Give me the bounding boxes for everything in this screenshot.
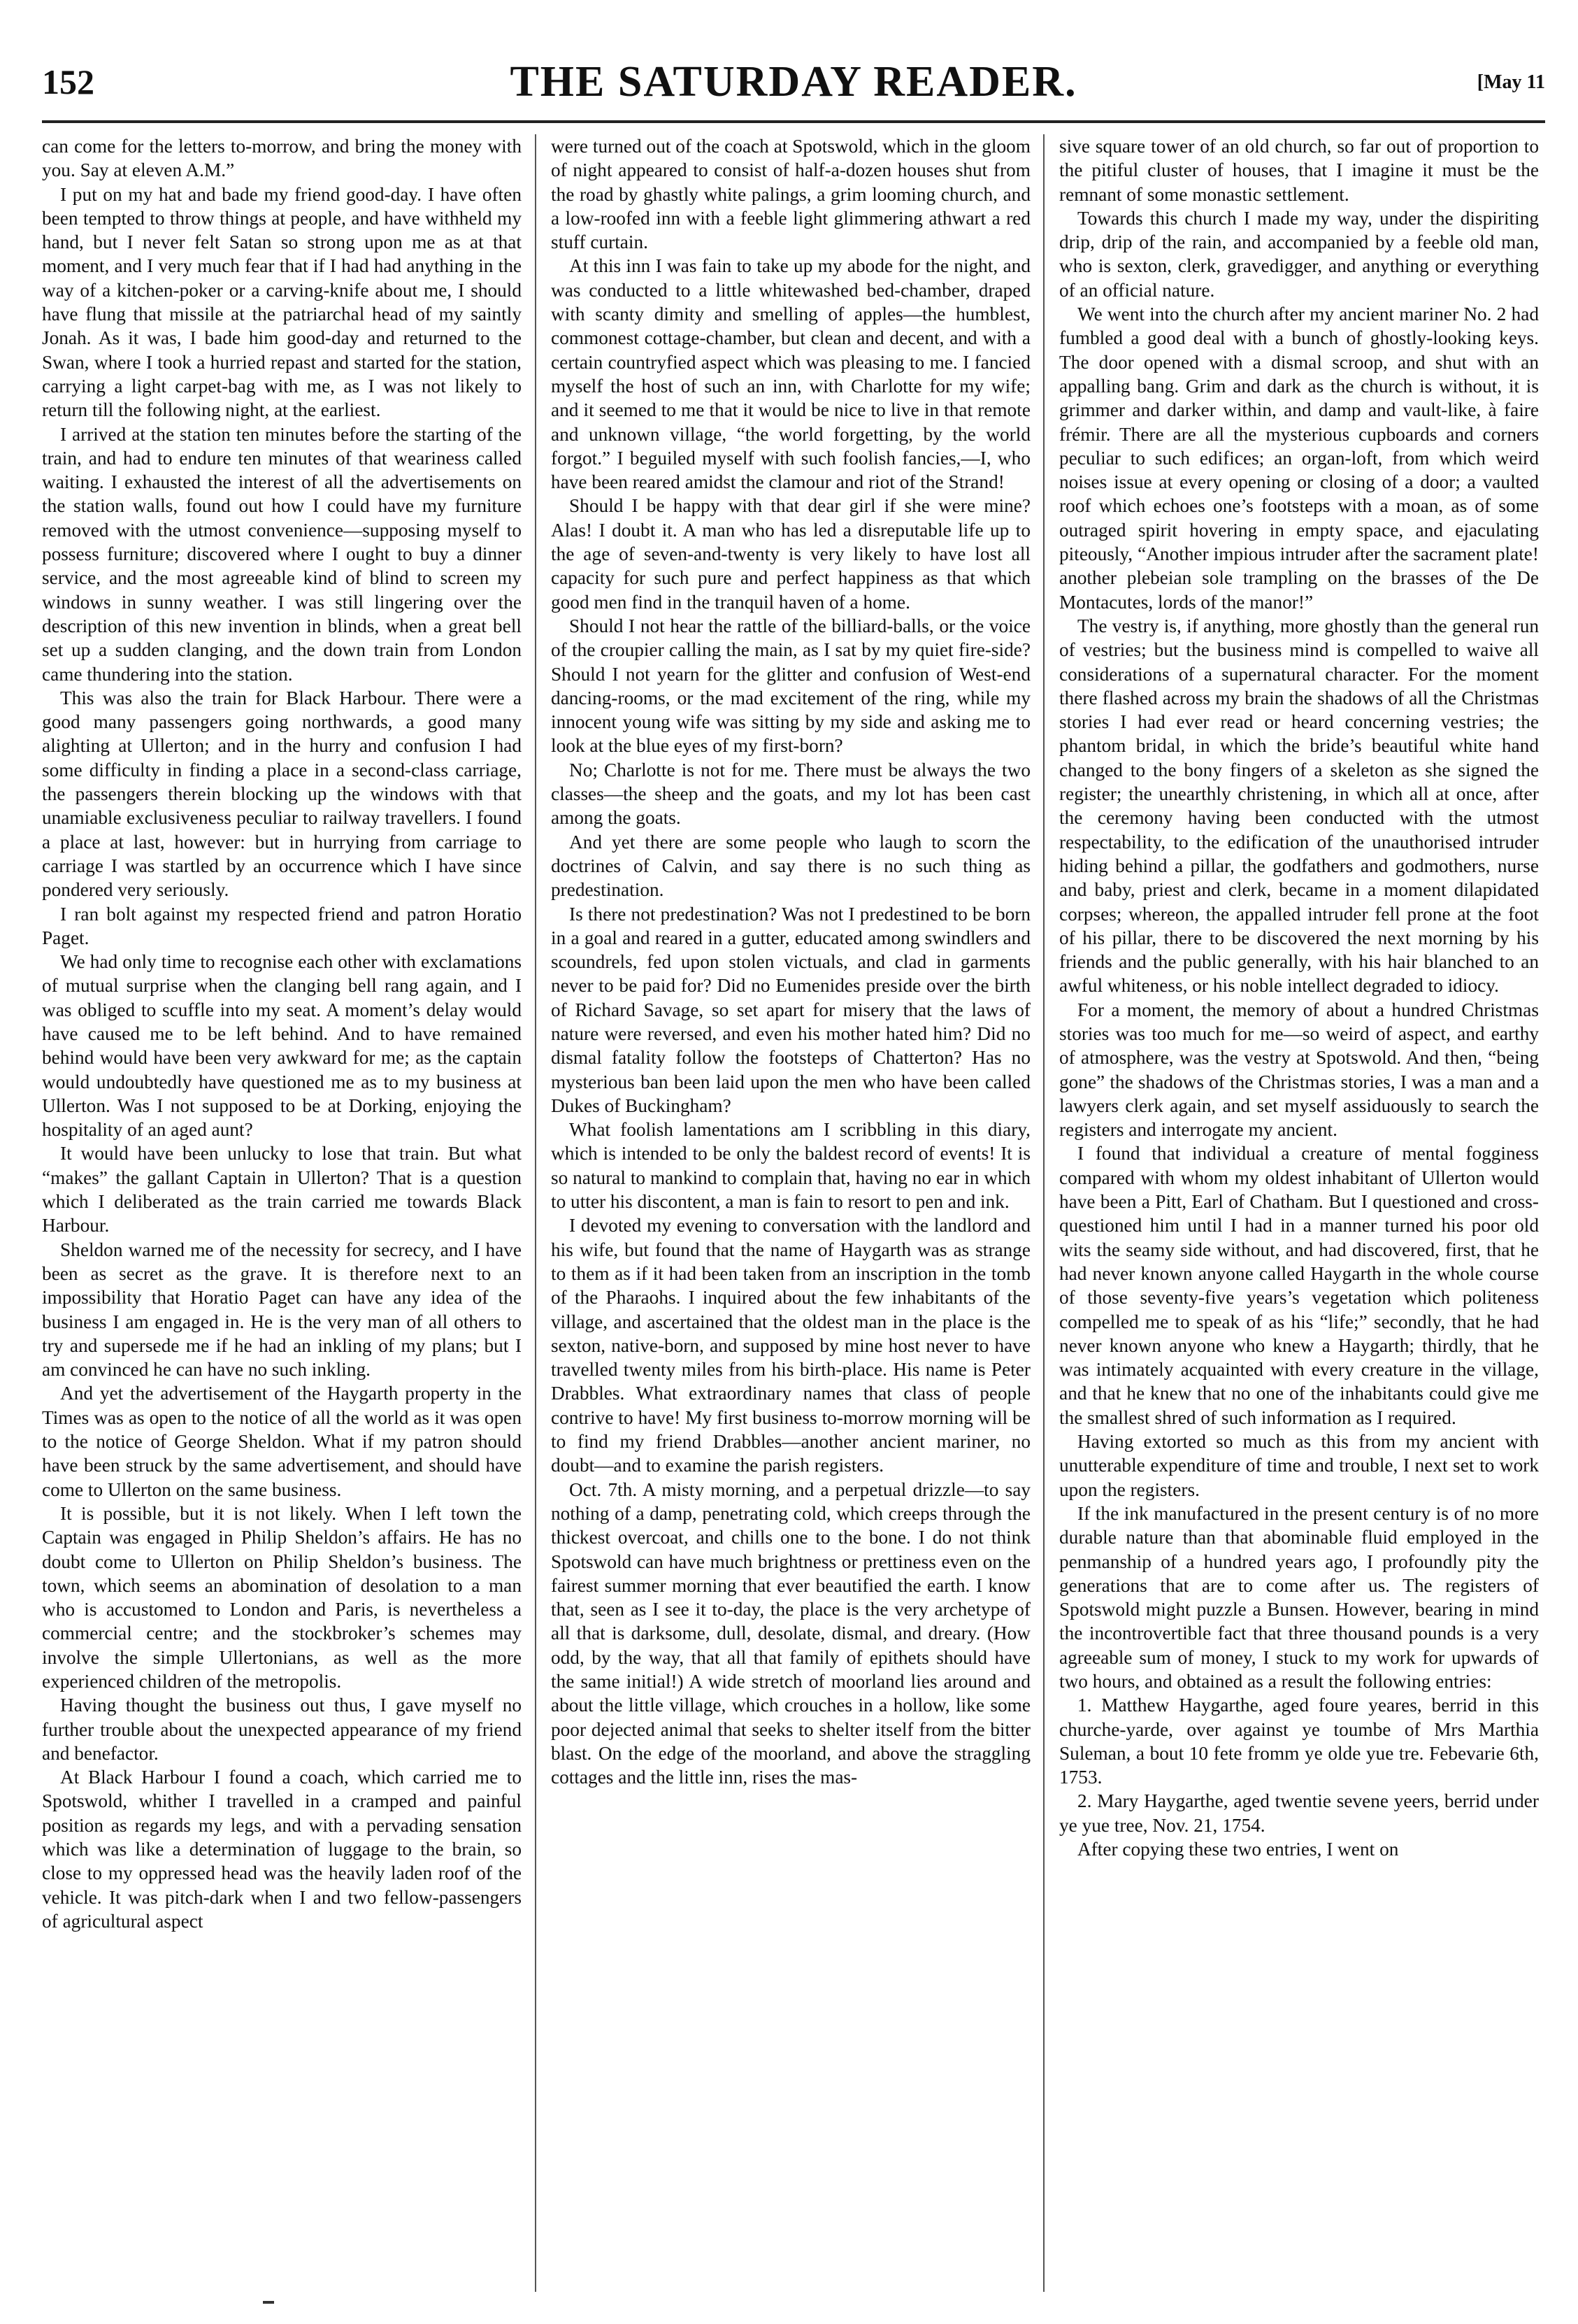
column-3	[1059, 134, 1539, 2292]
paragraph: sive square tower of an old church, so far out of proportion to the pitiful cluster of houses, that I imagine it must be the remnant of some monastic settlement.	[1059, 136, 1539, 205]
column-1	[42, 134, 522, 2292]
print-mark	[263, 2301, 274, 2304]
page-number: 152	[42, 62, 94, 101]
paragraph: At Black Harbour I found a coach, which carried me to Spotswold, whither I travelled in a cramped and painful position as regards my legs, and with a pervading sensation which was like a determination of luggage to the brain, so close to my oppressed head was the heavily laden roof of the vehicle. It was pitch-dark when I and two fellow-passengers of agricultural aspect	[42, 1767, 522, 1932]
paragraph: At this inn I was fain to take up my abode for the night, and was conducted to a little whitewashed bed-chamber, draped with scanty dimity and smelling of apples—the humblest, commonest cottage-chamber, but clean and decent, and with a certain countryfied aspect which was pleasing to me. I fancied myself the host of such an inn, with Charlotte for my wife; and it seemed to me that it would be nice to live in that remote and unknown village, “the world forgetting, by the world forgot.” I beguiled myself with such foolish fancies,—I, who have been reared amidst the clamour and riot of the Strand!	[551, 255, 1031, 493]
paragraph: For a moment, the memory of about a hundred Christmas stories was too much for me—so weird of aspect, and earthy of atmosphere, was the vestry at Spotswold. And then, “being gone” the shadows of the Christmas stories, I was a man and a lawyers clerk again, and set myself assiduously to search the registers and interrogate my ancient.	[1059, 999, 1539, 1141]
paragraph: I ran bolt against my respected friend and patron Horatio Paget.	[42, 903, 522, 948]
paragraph: It is possible, but it is not likely. When I left town the Captain was engaged in Philip Sheldon’s affairs. He has no doubt come to Ullerton on Philip Sheldon’s business. The town, which seems an abomination of desolation to a man who is accustomed to London and Paris, is nevertheless a commercial centre; and the stockbroker’s schemes may involve the simple Ullertonians, as well as the more experienced children of the metropolis.	[42, 1502, 522, 1692]
paragraph: I found that individual a creature of mental fogginess compared with whom my oldest inhabitant of Ullerton would have been a Pitt, Earl of Chatham. But I questioned and cross-questioned him until I had in a manner turned his poor old wits the seamy side without, and had discovered, first, that he had never known anyone called Haygarth in the whole course of those seventy-five years’s vegetation which politeness compelled me to speak of as his “life;” secondly, that he had never known anyone who knew a Haygarth; thirdly, that he was intimately acquainted with every creature in the village, and that he knew that no one of the inhabitants could give me the smallest shred of such information as I required.	[1059, 1143, 1539, 1428]
journal-title: THE SATURDAY READER.	[510, 58, 1077, 106]
paragraph: Having thought the business out thus, I gave myself no further trouble about the unexpected appearance of my friend and benefactor.	[42, 1695, 522, 1764]
paragraph: were turned out of the coach at Spotswold, which in the gloom of night appeared to consist of half-a-dozen houses shut from the road by ghastly white palings, a grim looming church, and a low-roofed inn with a feeble light glimmering athwart a red stuff curtain.	[551, 136, 1031, 253]
paragraph: No; Charlotte is not for me. There must be always the two classes—the sheep and the goats, and my lot has been cast among the goats.	[551, 759, 1031, 829]
paragraph: This was also the train for Black Harbour. There were a good many passengers going northwards, a good many alighting at Ullerton; and in the hurry and confusion I had some difficulty in finding a place in a second-class carriage, the passengers therein blocking up the windows with that unamiable exclusiveness peculiar to railway travellers. I found a place at last, however: but in hurrying from carriage to carriage I was startled by an occurrence which I have since pondered very seriously.	[42, 687, 522, 901]
paragraph: Oct. 7th. A misty morning, and a perpetual drizzle—to say nothing of a damp, penetrating cold, which creeps through the thickest overcoat, and chills one to the bone. I do not think Spotswold can have much brightness or prettiness even on the fairest summer morning that ever beautified the earth. I know that, seen as I see it to-day, the place is the very archetype of all that is darksome, dull, desolate, dismal, and dreary. (How odd, by the way, that all that family of epithets should have the same initial!) A wide stretch of moorland lies around and about the little village, which crouches in a hollow, like some poor dejected animal that seeks to shelter itself from the bitter blast. On the edge of the moorland, and above the straggling cottages and the little inn, rises the mas-	[551, 1478, 1031, 1788]
issue-date: [May 11	[1477, 71, 1545, 93]
column-divider	[1043, 134, 1045, 2292]
paragraph: Is there not predestination? Was not I predestined to be born in a goal and reared in a gutter, educated among swindlers and scoundrels, fed upon stolen victuals, and clad in garments never to be paid for? Did no Eumenides preside over the birth of Richard Savage, so set apart for misery that the laws of nature were reversed, and even his mother hated him? Did no dismal fatality follow the footsteps of Chatterton? Has no mysterious ban been laid upon the men who have been called Dukes of Buckingham?	[551, 903, 1031, 1116]
paragraph: Sheldon warned me of the necessity for secrecy, and I have been as secret as the grave. It is therefore next to an impossibility that Horatio Paget can have any idea of the business I am engaged in. He is the very man of all others to try and supersede me if he had an inkling of my plans; but I am convinced he can have no such inkling.	[42, 1239, 522, 1381]
page-header	[42, 36, 1545, 113]
paragraph: After copying these two entries, I went on	[1077, 1839, 1399, 1860]
paragraph: We went into the church after my ancient mariner No. 2 had fumbled a good deal with a bunch of ghostly-looking keys. The door opened with a dismal scroop, and shut with an appalling bang. Grim and dark as the church is without, it is grimmer and darker within, and damp and vault-like, à faire frémir. There are all the mysterious cupboards and corners peculiar to such edifices; an organ-loft, from which weird noises issue at every opening or closing of a door; a vaulted roof which echoes one’s footsteps with a moan, as of some outraged spirit hovering in empty space, and ejaculating piteously, “Another impious intruder after the sacrament plate! another plebeian sole trampling on the brasses of the De Montacutes, lords of the manor!”	[1059, 304, 1539, 613]
paragraph: And yet there are some people who laugh to scorn the doctrines of Calvin, and say there is no such thing as predestination.	[551, 831, 1031, 901]
column-divider	[535, 134, 536, 2292]
paragraph: Should I be happy with that dear girl if she were mine? Alas! I doubt it. A man who has led a disreputable life up to the age of seven-and-twenty is very likely to have lost all capacity for such pure and perfect happiness as that which good men find in the tranquil haven of a home.	[551, 495, 1031, 613]
paragraph: Should I not hear the rattle of the billiard-balls, or the voice of the croupier calling the main, as I sat by my quiet fire-side? Should I not yearn for the glitter and confusion of West-end dancing-rooms, or the mad excitement of the ring, while my innocent young wife was sitting by my side and asking me to look at the blue eyes of my first-born?	[551, 615, 1031, 757]
paragraph: I arrived at the station ten minutes before the starting of the train, and had to endure ten minutes of that weariness called waiting. I exhausted the interest of all the advertisements on the station walls, found out how I could have my furniture removed with the utmost convenience—supposing myself to possess furniture; discovered where I ought to buy a dinner service, and the most agreeable kind of blind to screen my windows in sunny weather. I was still lingering over the description of this new invention in blinds, when a great bell set up a sudden clanging, and the down train from London came thundering into the station.	[42, 423, 522, 685]
paragraph: If the ink manufactured in the present century is of no more durable nature than that abominable fluid employed in the penmanship of a hundred years ago, I profoundly pity the generations that are to come after us. The registers of Spotswold might puzzle a Bunsen. However, bearing in mind the incontrovertible fact that three thousand pounds is a very agreeable sum of money, I stuck to my work for upwards of two hours, and obtained as a result the following entries:	[1059, 1502, 1539, 1692]
paragraph: Having extorted so much as this from my ancient with unutterable expenditure of time and trouble, I next set to work upon the registers.	[1059, 1431, 1539, 1500]
paragraph: Towards this church I made my way, under the dispiriting drip, drip of the rain, and accompanied by a feeble old man, who is sexton, clerk, gravedigger, and anything or everything of an official nature.	[1059, 207, 1539, 301]
paragraph: I put on my hat and bade my friend good-day. I have often been tempted to throw things at people, and have withheld my hand, but I never felt Satan so strong upon me as at that moment, and I very much fear that if I had had anything in the way of a kitchen-poker or a carving-knife about me, I should have flung that missile at the patriarchal head of my saintly Jonah. As it was, I bade him good-day and returned to the Swan, where I took a hurried repast and started for the station, carrying a light carpet-bag with me, as I was not likely to return till the following night, at the earliest.	[42, 183, 522, 421]
paragraph: can come for the letters to-morrow, and bring the money with you. Say at eleven A.M.”	[42, 136, 522, 181]
paragraph: The vestry is, if anything, more ghostly than the general run of vestries; but the business mind is compelled to waive all considerations of a supernatural character. For the moment there flashed across my brain the shadows of all the Christmas stories I had ever read or heard concerning vestries; the phantom bridal, in which the bride’s beautiful white hand changed to the bony fingers of a skeleton as she signed the register; the unearthly christening, in which all at once, after the ceremony having been conducted with the utmost respectability, to the edification of the unauthorised intruder hiding behind a pillar, the godfathers and godmothers, nurse and baby, priest and clerk, became in a moment dilapidated corpses; whereon, the appalled intruder fell prone at the foot of his pillar, there to be discovered the next morning by his friends and the public generally, with his hair blanched to an awful whiteness, or his noble intellect degraded to idiocy.	[1059, 615, 1539, 997]
paragraph: I devoted my evening to conversation with the landlord and his wife, but found that the name of Haygarth was as strange to them as if it had been taken from an inscription in the tomb of the Pharaohs. I inquired about the few inhabitants of the village, and ascertained that the oldest man in the place is the sexton, native-born, and supposed by mine host never to have travelled twenty miles from his birth-place. His name is Peter Drabbles. What extraordinary names that class of people contrive to have! My first business to-morrow morning will be to find my friend Drabbles—another ancient mariner, no doubt—and to examine the parish registers.	[551, 1215, 1031, 1476]
header-rule	[42, 120, 1545, 123]
column-2	[551, 134, 1031, 2292]
paragraph: And yet the advertisement of the Haygarth property in the Times was as open to the notice of all the world as it was open to the notice of George Sheldon. What if my patron should have been struck by the same advertisement, and should have come to Ullerton on the same business.	[42, 1383, 522, 1500]
paragraph: 1. Matthew Haygarthe, aged foure yeares, berrid in this churche-yarde, over against ye toumbe of Mrs Marthia Suleman, a bout 10 fete fromm ye olde yue tre. Febevarie 6th, 1753.	[1059, 1695, 1539, 1788]
paragraph: We had only time to recognise each other with exclamations of mutual surprise when the clanging bell rang again, and I was obliged to scuffle into my seat. A moment’s delay would have caused me to be left behind. And to have remained behind would have been very awkward for me; as the captain would undoubtedly have questioned me as to my business at Ullerton. Was I not supposed to be at Dorking, enjoying the hospitality of an aged aunt?	[42, 951, 522, 1141]
paragraph: What foolish lamentations am I scribbling in this diary, which is intended to be only the baldest record of events! It is so natural to mankind to complain that, having no ear in which to utter his discontent, a man is fain to resort to pen and ink.	[551, 1119, 1031, 1213]
paragraph: 2. Mary Haygarthe, aged twentie sevene yeers, berrid under ye yue tree, Nov. 21, 1754.	[1059, 1790, 1539, 1836]
paragraph: It would have been unlucky to lose that train. But what “makes” the gallant Captain in Ullerton? That is a question which I deliberated as the train carried me towards Black Harbour.	[42, 1143, 522, 1236]
